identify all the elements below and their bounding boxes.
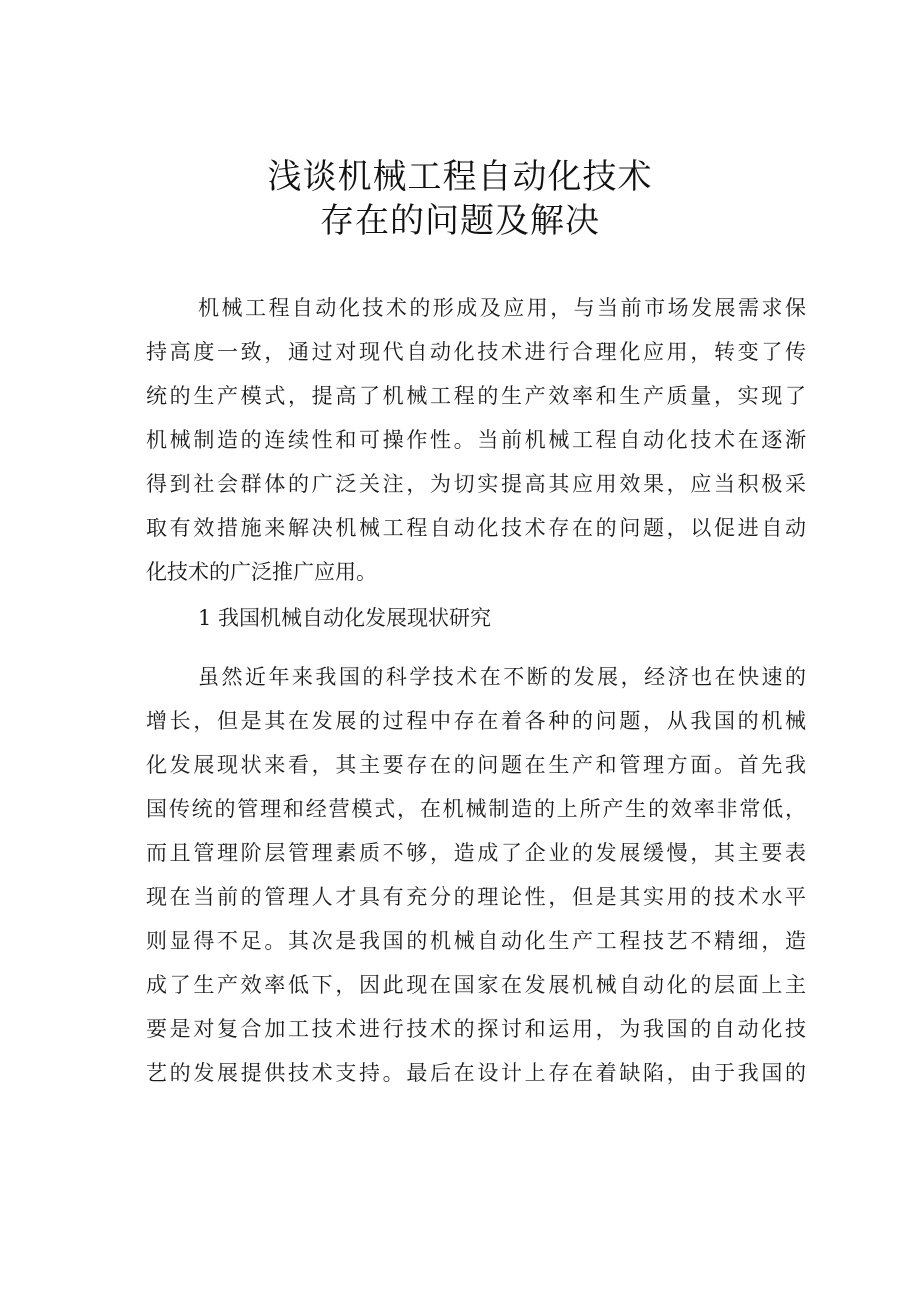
paragraph-2-line: 则显得不足。其次是我国的机械自动化生产工程技艺不精细，造 (146, 929, 806, 953)
paragraph-2-line: 虽然近年来我国的科学技术在不断的发展，经济也在快速的 (198, 665, 806, 689)
paragraph-1-line: 统的生产模式，提高了机械工程的生产效率和生产质量，实现了 (146, 384, 806, 408)
paragraph-1-line: 持高度一致，通过对现代自动化技术进行合理化应用，转变了传 (146, 340, 806, 364)
document-title-line-1: 浅谈机械工程自动化技术 (267, 157, 653, 197)
paragraph-2-line: 而且管理阶层管理素质不够，造成了企业的发展缓慢，其主要表 (146, 841, 806, 865)
paragraph-1-line: 机械制造的连续性和可操作性。当前机械工程自动化技术在逐渐 (146, 428, 806, 452)
paragraph-1-line: 化技术的广泛推广应用。 (146, 560, 377, 584)
paragraph-2-line: 增长，但是其在发展的过程中存在着各种的问题，从我国的机械 (146, 709, 806, 733)
paragraph-2-line: 现在当前的管理人才具有充分的理论性，但是其实用的技术水平 (146, 885, 806, 909)
paragraph-2-line: 要是对复合加工技术进行技术的探讨和运用，为我国的自动化技 (146, 1017, 806, 1041)
paragraph-2-line: 化发展现状来看，其主要存在的问题在生产和管理方面。首先我 (146, 753, 806, 777)
section-1-heading: 1 我国机械自动化发展现状研究 (198, 606, 492, 630)
paragraph-2-line: 成了生产效率低下，因此现在国家在发展机械自动化的层面上主 (146, 973, 806, 997)
paragraph-1-line: 得到社会群体的广泛关注，为切实提高其应用效果，应当积极采 (146, 472, 806, 496)
paragraph-1-line: 机械工程自动化技术的形成及应用，与当前市场发展需求保 (198, 296, 806, 320)
paragraph-2-line: 艺的发展提供技术支持。最后在设计上存在着缺陷，由于我国的 (146, 1061, 806, 1085)
paragraph-1-line: 取有效措施来解决机械工程自动化技术存在的问题，以促进自动 (146, 516, 806, 540)
document-title-line-2: 存在的问题及解决 (320, 201, 600, 241)
paragraph-2-line: 国传统的管理和经营模式，在机械制造的上所产生的效率非常低， (146, 797, 806, 821)
